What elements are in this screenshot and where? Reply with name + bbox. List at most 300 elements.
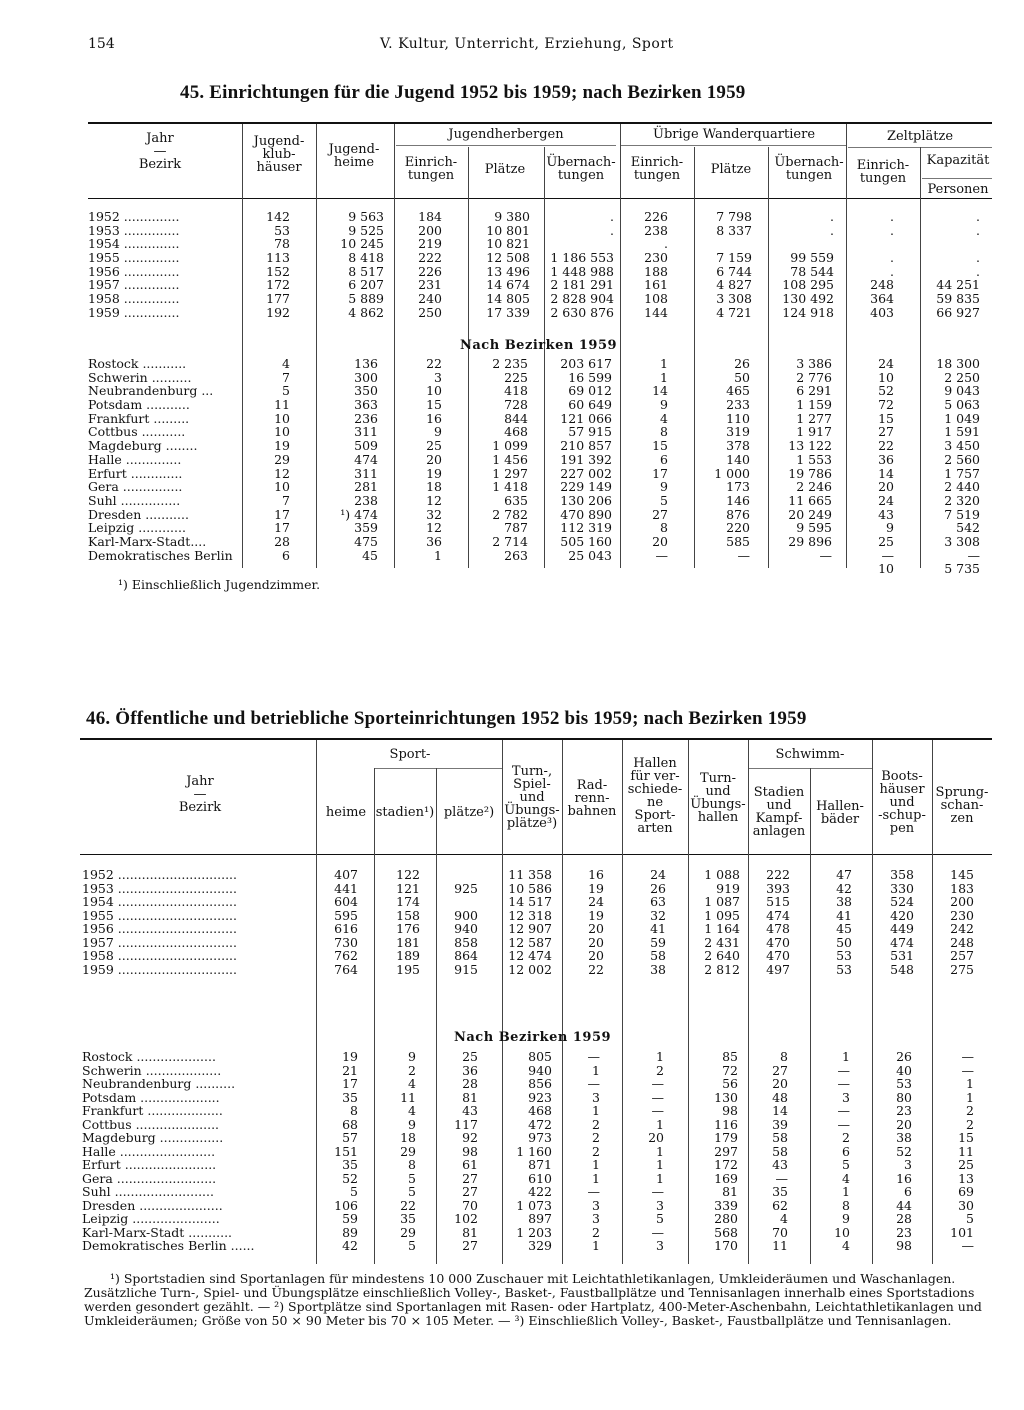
t46-year-turn [480,868,552,976]
table-cell: 81 [722,1184,738,1199]
table-cell: 26 [896,1049,912,1064]
t46-header-hallenb: Hallen- bäder [816,799,864,827]
table-cell: 19 786 [788,465,832,481]
table-cell: 8 418 [348,250,384,266]
t46-district-labels [82,1050,255,1253]
table-cell: 124 918 [782,304,834,320]
table-cell: Demokratisches Berlin [88,547,233,563]
table-cell: Dresden ........... [88,506,189,522]
t45-dist-uw-plaetze [696,357,750,576]
table-cell: 19 [274,438,290,454]
table-cell: 15 [426,397,442,413]
t45-year-jh-ueb [544,210,614,320]
table-cell: 38 [836,894,852,909]
table-cell: . [610,222,614,238]
table-cell: 474 [354,451,378,467]
table-cell: 858 [454,934,478,950]
table-cell: 474 [766,907,790,923]
table-cell: 14 805 [486,291,530,307]
table-cell: 10 [878,561,894,577]
table-cell: 176 [396,921,420,936]
table-cell: 47 [836,867,852,882]
table-cell: . [610,209,614,224]
table-cell: 203 617 [560,356,612,371]
table-cell [240,562,290,576]
table-cell: 25 043 [568,547,612,563]
table-cell: 9 563 [348,209,384,224]
table-cell: 5 063 [944,397,980,413]
table-cell: 42 [836,880,852,896]
t46-header-stadien: stadien¹) [375,805,435,820]
table-cell: 1 591 [944,424,980,440]
table-cell: 1 160 [516,1143,552,1159]
table-cell: 475 [354,533,378,549]
table-cell: 1 [656,1170,664,1186]
table-cell: 35 [400,1211,416,1226]
table-cell: 44 251 [936,277,980,293]
table-cell: Gera ......................... [82,1170,217,1186]
table-cell: 17 339 [486,304,530,320]
table-cell: 192 [266,304,290,320]
table-cell: 1 [966,1089,974,1105]
table-cell: 48 [772,1089,788,1105]
table-cell: 59 835 [936,291,980,307]
table-cell: 14 [652,383,668,399]
table-cell: 40 [896,1062,912,1078]
table-cell: 200 [418,222,442,238]
t45-vsep [694,147,695,568]
t45-header-jh-plaetze: Plätze [484,162,526,177]
table-cell: 805 [528,1049,552,1064]
table-cell: 32 [650,907,666,923]
t45-vsep [846,124,847,568]
table-cell: 189 [396,948,420,963]
table-cell: 35 [342,1157,358,1172]
table-cell: 1 [592,1062,600,1078]
t46-vsep [688,740,689,1264]
table-cell: Halle .............. [88,451,182,467]
table-cell: — [837,1103,850,1118]
table-cell: 1 [656,1116,664,1132]
table-cell: 72 [722,1062,738,1078]
table-cell: 145 [950,867,974,882]
table-cell: 17 [274,506,290,522]
table-cell: 29 [274,451,290,467]
table-cell: 3 [434,369,442,385]
table-cell: 5 [966,1211,974,1226]
t45-dist-uw-ueb [770,357,832,576]
table-cell: 3 [592,1211,600,1226]
table-cell: 43 [772,1157,788,1172]
table-cell: 11 [958,1143,974,1159]
table-cell: 142 [266,209,290,224]
table-cell: 2 560 [944,451,980,467]
table-cell: 41 [650,921,666,936]
t46-dist-hallenb [812,1050,850,1253]
t46-dist-hallen [624,1050,664,1253]
table-cell: 2 [656,1062,664,1078]
table-cell: 39 [772,1116,788,1132]
table-cell: 8 517 [348,263,384,279]
table-cell: 99 559 [790,250,834,266]
t45-header-klub: Jugend- klub- häuser [253,134,305,175]
table-cell: Potsdam ........... [88,397,190,413]
table-cell: 1 088 [704,867,740,882]
table-cell: . [890,209,894,224]
table-cell: 20 [652,533,668,549]
table-cell: 844 [504,410,528,426]
table-cell: 69 [958,1184,974,1199]
table-cell: 1 164 [704,921,740,936]
table-cell: 20 [772,1076,788,1091]
table-cell: Potsdam .................... [82,1089,220,1105]
table-cell: 542 [956,520,980,536]
table-cell: — [587,1076,600,1091]
table-cell: 130 492 [782,291,834,307]
table-cell: 23 [896,1103,912,1118]
t45-header-jh-ueb: Übernach- tungen [546,155,616,183]
table-cell: 92 [462,1130,478,1145]
table-cell: 2 440 [944,479,980,495]
table-cell: Neubrandenburg ... [88,383,214,399]
table-cell [770,237,834,251]
table-cell: 15 [878,410,894,426]
table-cell: 18 300 [936,356,980,371]
table-cell [848,237,894,251]
table-cell [622,562,668,576]
t45-year-jh-einr [396,210,442,320]
table-cell: 170 [714,1238,738,1253]
table-cell: 11 358 [508,867,552,882]
table-cell: 610 [528,1170,552,1186]
table-cell: 470 890 [560,506,612,522]
table-cell: 27 [462,1238,478,1253]
table-cell: 11 [772,1238,788,1253]
table-cell: 280 [714,1211,738,1226]
t45-year-klub [240,210,290,320]
t45-dist-heime [318,357,378,576]
table-cell: 1953 .............. [88,222,180,238]
t45-top-rule [88,122,992,124]
table-cell: 4 [842,1238,850,1253]
table-cell: 897 [528,1211,552,1226]
table-cell: — [651,1103,664,1118]
table-cell: 12 474 [508,948,552,963]
table-cell: — [651,1184,664,1199]
table-cell: 1 [842,1184,850,1199]
table-cell: 63 [650,894,666,909]
t45-header-uw-einr: Einrich- tungen [630,155,684,183]
table-cell: 226 [644,209,668,224]
table-cell: 21 [342,1062,358,1078]
table-cell: 2 235 [492,356,528,371]
t45-year-zp-kap [922,210,980,320]
table-cell: 263 [504,547,528,563]
table-cell: Erfurt ....................... [82,1157,217,1172]
table-cell: — [961,1049,974,1064]
table-cell: 329 [528,1238,552,1253]
table-cell: 98 [896,1238,912,1253]
table-cell: 281 [354,479,378,495]
table-cell: 762 [334,948,358,963]
table-cell: 407 [334,867,358,882]
table-cell: 339 [714,1197,738,1213]
table-cell: 188 [644,263,668,279]
t46-header-sprung: Sprung- schan- zen [935,785,989,826]
t45-header-zp-einr: Einrich- tungen [856,158,910,186]
table-cell: 38 [896,1130,912,1145]
table-cell: 25 [426,438,442,454]
table-cell: 42 [342,1238,358,1253]
table-cell: 9 380 [494,209,530,224]
table-cell: 52 [878,383,894,399]
table-cell: 220 [726,520,750,536]
table-cell: 8 [780,1049,788,1064]
table-cell: 11 [400,1089,416,1105]
table-cell: 2 [966,1103,974,1118]
table-cell: 22 [426,356,442,371]
table-cell: 222 [766,867,790,882]
table-cell: 585 [726,533,750,549]
t45-year-uw-plaetze [696,210,752,320]
table-cell: 20 [878,479,894,495]
table-cell: 53 [836,961,852,977]
table-cell: 53 [836,948,852,963]
table-cell: 12 907 [508,921,552,936]
t45-vsep [394,124,395,568]
table-cell: 4 [780,1211,788,1226]
t46-vsep [316,740,317,1264]
table-cell: 300 [354,369,378,385]
table-cell: Magdeburg ........ [88,438,198,454]
table-cell [770,562,832,576]
table-cell: 36 [462,1062,478,1078]
table-cell: 9 [408,1049,416,1064]
table-cell: 12 587 [508,934,552,950]
table-cell: 236 [354,410,378,426]
t46-year-turnh [690,868,740,976]
table-cell: Dresden ..................... [82,1197,223,1213]
table-cell: 227 002 [560,465,612,481]
table-cell: 250 [418,304,442,320]
table-cell: — [961,1062,974,1078]
table-cell: 80 [896,1089,912,1105]
table-cell: 311 [354,424,378,440]
table-cell: 98 [722,1103,738,1118]
table-cell: 200 [950,894,974,909]
table-cell: 146 [726,492,750,508]
table-cell: 7 798 [716,209,752,224]
t45-dist-jh-ueb [544,357,612,576]
t45-vsep [920,147,921,568]
table-cell: 25 [878,533,894,549]
t46-dist-rad [564,1050,600,1253]
t46-year-labels [82,868,237,976]
table-cell: 229 149 [560,479,612,495]
table-cell: 242 [950,921,974,936]
table-cell: 730 [334,934,358,950]
t45-jh-rule [396,145,616,146]
t45-year-heime [318,210,384,320]
table-cell: Suhl ............... [88,492,181,508]
table-cell: 470 [766,934,790,950]
table-cell: 4 827 [716,277,752,293]
table-cell: 13 [958,1170,974,1186]
table-cell: 915 [454,961,478,977]
table-cell: 919 [716,880,740,896]
table-cell: 616 [334,921,358,936]
table-cell: 50 [734,369,750,385]
table-cell: 10 [426,383,442,399]
table-cell: 358 [890,867,914,882]
table-cell: 319 [726,424,750,440]
table-cell: 2 [592,1143,600,1159]
table-cell: Frankfurt ................... [82,1103,223,1118]
table-cell: 441 [334,880,358,896]
table-cell: 20 [588,948,604,963]
table-cell: 78 [274,236,290,252]
t46-header-turnh: Turn- und Übungs- hallen [690,771,746,825]
table-cell: 28 [896,1211,912,1226]
table-cell: 465 [726,383,750,399]
table-cell: 311 [354,465,378,481]
table-cell: Gera ............... [88,479,183,495]
table-cell: 110 [726,410,750,426]
table-cell: 22 [588,961,604,977]
table-cell: 472 [528,1116,552,1132]
table-cell: 20 [426,451,442,467]
t46-sport-rule [374,768,502,769]
table-cell: Cottbus ..................... [82,1116,220,1132]
t46-dist-stadien2 [750,1050,788,1253]
t45-header-jh-group: Jugendherbergen [448,127,564,142]
table-cell: 940 [528,1062,552,1078]
table-cell: 29 [400,1224,416,1240]
table-cell: 16 599 [568,369,612,385]
table-cell: 27 [462,1184,478,1199]
table-cell: 3 [904,1157,912,1172]
t46-header-schwimm-group: Schwimm- [775,747,845,762]
table-cell: 925 [454,880,478,896]
table-cell: 130 206 [560,492,612,508]
table-cell: 16 [426,410,442,426]
t46-header-rad: Rad- renn- bahnen [567,778,617,819]
table-cell: 9 [886,520,894,536]
table-cell: 44 [896,1197,912,1213]
table-cell: 8 [660,424,668,440]
table-cell: 420 [890,907,914,923]
table-cell: 17 [652,465,668,481]
table-cell: 1 [966,1076,974,1091]
table-cell: 876 [726,506,750,522]
table-cell [922,237,980,251]
t46-header-rule [80,854,992,855]
table-cell: . [890,263,894,279]
table-cell: 18 [400,1130,416,1145]
table-cell: 497 [766,961,790,977]
table-cell: 2 [592,1130,600,1145]
table-cell: 2 782 [492,506,528,522]
t45-header-zp-group: Zeltplätze [886,129,954,144]
table-cell: 27 [878,424,894,440]
table-cell: 1 099 [492,438,528,454]
table-cell: 275 [950,961,974,977]
table-cell: 17 [342,1076,358,1091]
table-cell: 478 [766,921,790,936]
table-cell: 230 [950,907,974,923]
table-cell: 144 [644,304,668,320]
table-cell: 364 [870,291,894,307]
t46-header-stadien2: Stadien und Kampf- anlagen [752,785,806,839]
table-cell: 50 [836,934,852,950]
t46-year-stadien [376,868,420,976]
table-cell: Karl-Marx-Stadt ........... [82,1224,233,1240]
table-cell: 8 [350,1103,358,1118]
table-cell: 6 744 [716,263,752,279]
table-cell: 181 [396,934,420,950]
table-cell: 2 181 291 [550,277,614,293]
t45-header-zp-pers: Personen [927,182,989,197]
table-cell: Cottbus ........... [88,424,186,440]
table-cell: 2 [408,1062,416,1078]
table-cell: 52 [342,1170,358,1186]
table-cell: 1 [592,1238,600,1253]
table-cell: Suhl ......................... [82,1184,214,1199]
table-cell: 53 [896,1076,912,1091]
table-cell: — [837,1076,850,1091]
table-cell: 548 [890,961,914,977]
table-cell: 5 [656,1211,664,1226]
table-cell: 210 857 [560,438,612,454]
table-cell: 9 525 [348,222,384,238]
t46-header-hallen: Hallen für ver- schiede- ne Sport- arten [627,756,683,836]
table-cell: 8 [660,520,668,536]
table-cell: 231 [418,277,442,293]
table-cell: . [976,250,980,266]
table-cell: 1 073 [516,1197,552,1213]
table-cell: 1957 .............. [88,277,180,293]
t45-year-zp-einr [848,210,894,320]
t45-footnote: ¹) Einschließlich Jugendzimmer. [118,577,321,592]
table-cell: 10 [834,1224,850,1240]
table-cell: 1955 .............. [88,250,180,266]
t45-header-uw-group: Übrige Wanderquartiere [652,127,816,142]
table-cell: 19 [588,907,604,923]
table-cell: 12 508 [486,250,530,266]
table-cell: 248 [870,277,894,293]
table-cell: 7 159 [716,250,752,266]
t45-year-jh-plaetze [470,210,530,320]
table-cell: 470 [766,948,790,963]
table-cell: 22 [878,438,894,454]
table-cell: 6 291 [796,383,832,399]
table-cell: 5 735 [944,561,980,577]
table-cell: 1 087 [704,894,740,909]
t46-vsep [872,740,873,1264]
table-cell: 10 801 [486,222,530,238]
table-cell: Demokratisches Berlin ...... [82,1238,255,1253]
table-cell: 8 337 [716,222,752,238]
t45-vsep [768,147,769,568]
t46-vsep [932,740,933,1264]
table-cell: 531 [890,948,914,963]
t46-vsep [810,768,811,1264]
table-cell: 856 [528,1076,552,1091]
table-cell: 1959 .............................. [82,961,237,977]
table-cell: 1 418 [492,479,528,495]
table-cell: 222 [418,250,442,266]
table-cell: 2 640 [704,948,740,963]
